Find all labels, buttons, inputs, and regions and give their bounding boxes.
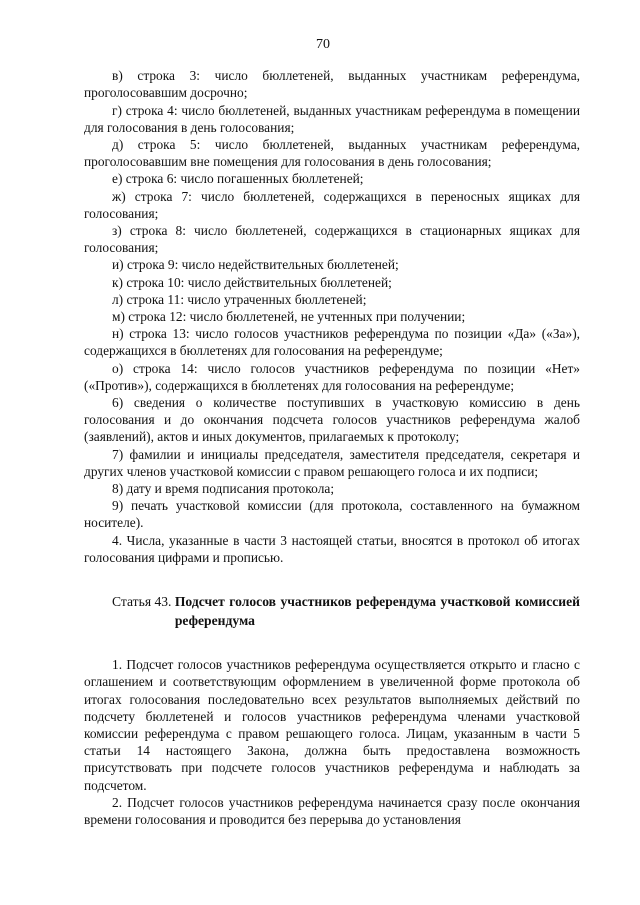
- list-item: е) строка 6: число погашенных бюллетеней;: [112, 171, 364, 187]
- list-item: г) строка 4: число бюллетеней, выданных участникам референдума в помещении для голосования в день голосования;: [84, 102, 580, 135]
- list-item: 7) фамилии и инициалы председателя, заместителя председателя, секретаря и других членов участковой комиссии с правом решающего голоса и их подписи;: [84, 446, 580, 479]
- spacer: [84, 566, 580, 592]
- list-item: 9) печать участковой комиссии (для протокола, составленного на бумажном носителе).: [84, 498, 580, 531]
- list-item: в) строка 3: число бюллетеней, выданных участникам референдума, проголосовавшим досрочно;: [84, 68, 580, 101]
- document-page: [84, 36, 580, 828]
- list-item: о) строка 14: число голосов участников референдума по позиции «Нет» («Против»), содержащихся в бюллетенях для голосования на референдуме;: [84, 360, 580, 393]
- page-number: 70: [316, 37, 330, 52]
- list-item: и) строка 9: число недействительных бюллетеней;: [112, 257, 399, 273]
- list-item: 8) дату и время подписания протокола;: [112, 481, 335, 497]
- article-title: Подсчет голосов участников референдума участковой комиссией референдума: [174, 594, 580, 629]
- article-heading: [112, 592, 580, 630]
- paragraph: 4. Числа, указанные в части 3 настоящей статьи, вносятся в протокол об итогах голосования цифрами и прописью.: [84, 532, 580, 565]
- article-label: Статья 43.: [112, 594, 175, 610]
- list-item: н) строка 13: число голосов участников референдума по позиции «Да» («За»), содержащихся в бюллетенях для голосования на референдуме;: [84, 326, 580, 359]
- list-item: д) строка 5: число бюллетеней, выданных участникам референдума, проголосовавшим вне помещения для голосования в день голосования;: [84, 137, 580, 170]
- list-item: ж) строка 7: число бюллетеней, содержащихся в переносных ящиках для голосования;: [84, 188, 580, 221]
- paragraph: 1. Подсчет голосов участников референдума осуществляется открыто и гласно с оглашением и соответствующим оформлением в увеличенной форме протокола об итогах голосования последовательно всех результатов выполняемых действий по подсчету бюллетеней и голосов участников референдума членами участковой комиссии референдума с правом решающего голоса. Лицам, указанным в части 5 статьи 14 настоящего Закона, должна быть предоставлена возможность присутствовать при подсчете голосов участников референдума и наблюдать за подсчетом.: [84, 657, 580, 793]
- list-item: л) строка 11: число утраченных бюллетеней;: [112, 291, 367, 307]
- paragraph: 2. Подсчет голосов участников референдума начинается сразу после окончания времени голосования и проводится без перерыва до установления: [84, 794, 580, 827]
- list-item: 6) сведения о количестве поступивших в участковую комиссию в день голосования и до окончания подсчета голосов участников референдума жалоб (заявлений), актов и иных документов, прилагаемых к протоколу;: [84, 395, 580, 445]
- spacer: [84, 630, 580, 656]
- list-item: м) строка 12: число бюллетеней, не учтенных при получении;: [112, 309, 466, 325]
- list-item: з) строка 8: число бюллетеней, содержащихся в стационарных ящиках для голосования;: [84, 223, 580, 256]
- list-item: к) строка 10: число действительных бюллетеней;: [112, 274, 392, 290]
